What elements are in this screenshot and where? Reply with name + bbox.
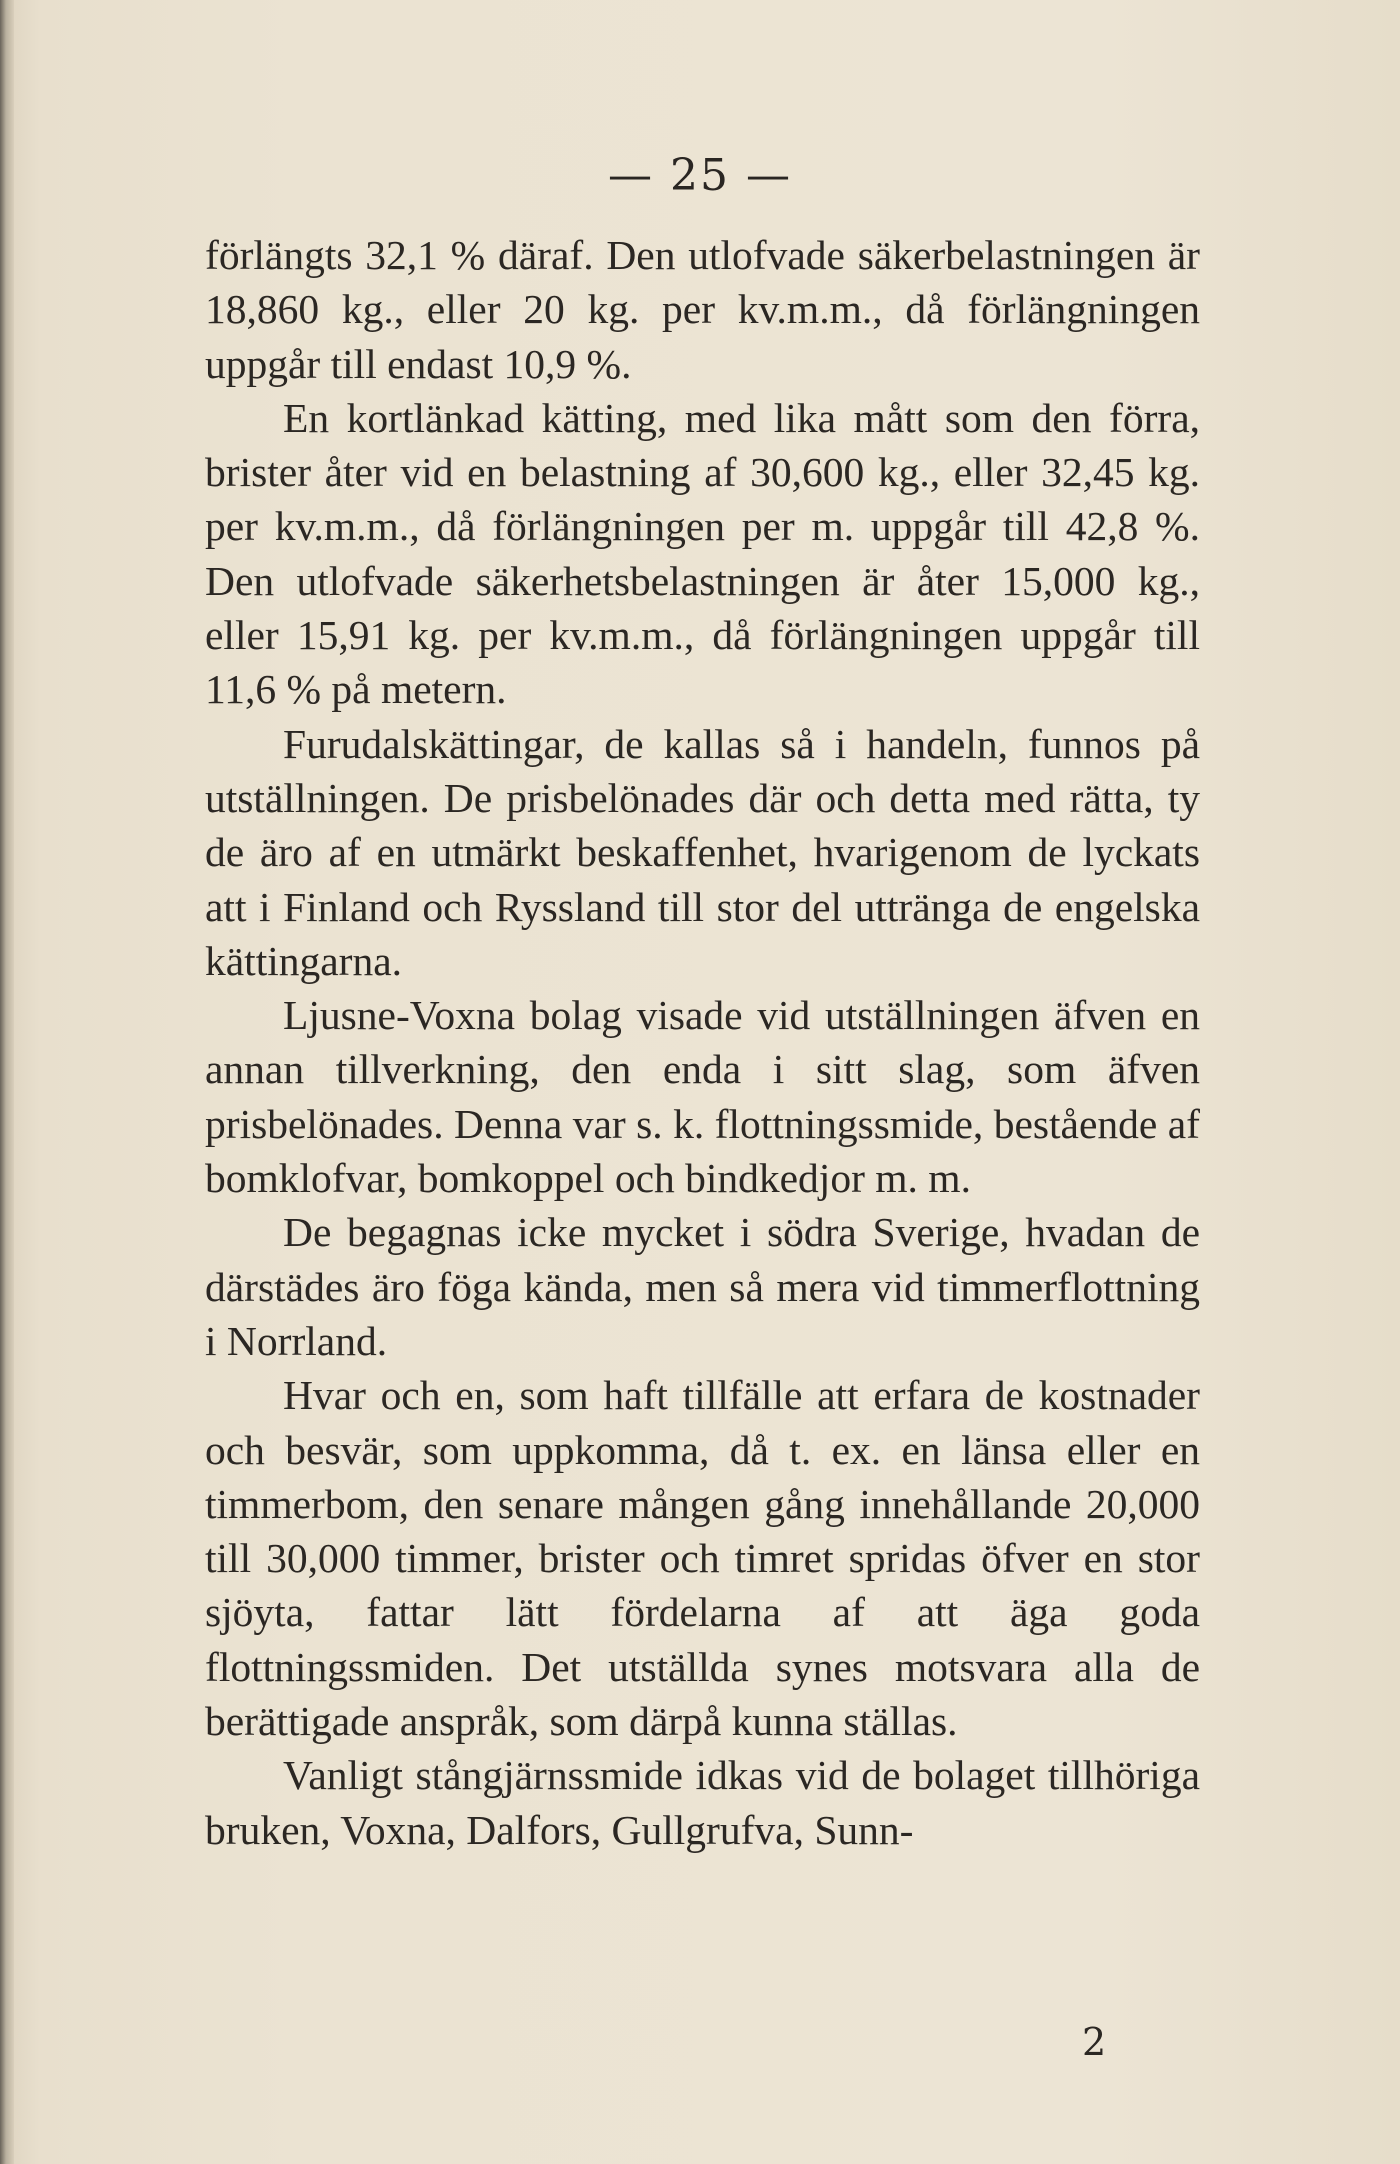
page-number-header: — 25 — xyxy=(608,150,792,201)
signature-mark: 2 xyxy=(1082,2020,1107,2064)
paragraph-6: Hvar och en, som haft tillfälle att erfara de kostnader och besvär, som uppkomma, då t. ex. en länsa eller en timmerbom, den senare mången gång innehållande 20,000 till 30,000 timmer, brister och timret spridas öfver en stor sjöyta, fattar lätt fördelarna af att äga goda flottningssmiden. Det utställda synes motsvara alla de berättigade anspråk, som därpå kunna ställas. xyxy=(205,1372,1200,1745)
body-text xyxy=(205,228,1200,1857)
paragraph-3: Furudalskättingar, de kallas så i handeln, funnos på utställningen. De prisbelönades där och detta med rätta, ty de äro af en utmärkt beskaffenhet, hvarigenom de lyckats att i Finland och Ryssland till stor del uttränga de engelska kättingarna. xyxy=(205,720,1200,984)
paragraph-7: Vanligt stångjärnssmide idkas vid de bolaget tillhöriga bruken, Voxna, Dalfors, Gullgrufva, Sunn- xyxy=(205,1752,1200,1853)
paragraph-4: Ljusne-Voxna bolag visade vid utställningen äfven en annan tillverkning, den enda i sitt slag, som äfven prisbelönades. Denna var s. k. flottningssmide, bestående af bomklofvar, bomkoppel och bindkedjor m. m. xyxy=(205,992,1200,1202)
paragraph-1: förlängts 32,1 % däraf. Den utlofvade säkerbelastningen är 18,860 kg., eller 20 kg. per kv.m.m., då förlängningen uppgår till endast 10,9 %. xyxy=(205,232,1200,387)
binding-edge xyxy=(0,0,14,2164)
paragraph-5: De begagnas icke mycket i södra Sverige, hvadan de därstädes äro föga kända, men så mera vid timmerflottning i Norrland. xyxy=(205,1209,1200,1364)
paragraph-2: En kortlänkad kätting, med lika mått som den förra, brister åter vid en belastning af 30,600 kg., eller 32,45 kg. per kv.m.m., då förlängningen per m. uppgår till 42,8 %. Den utlofvade säkerhetsbelastningen är åter 15,000 kg., eller 15,91 kg. per kv.m.m., då förlängningen uppgår till 11,6 % på metern. xyxy=(205,394,1200,713)
